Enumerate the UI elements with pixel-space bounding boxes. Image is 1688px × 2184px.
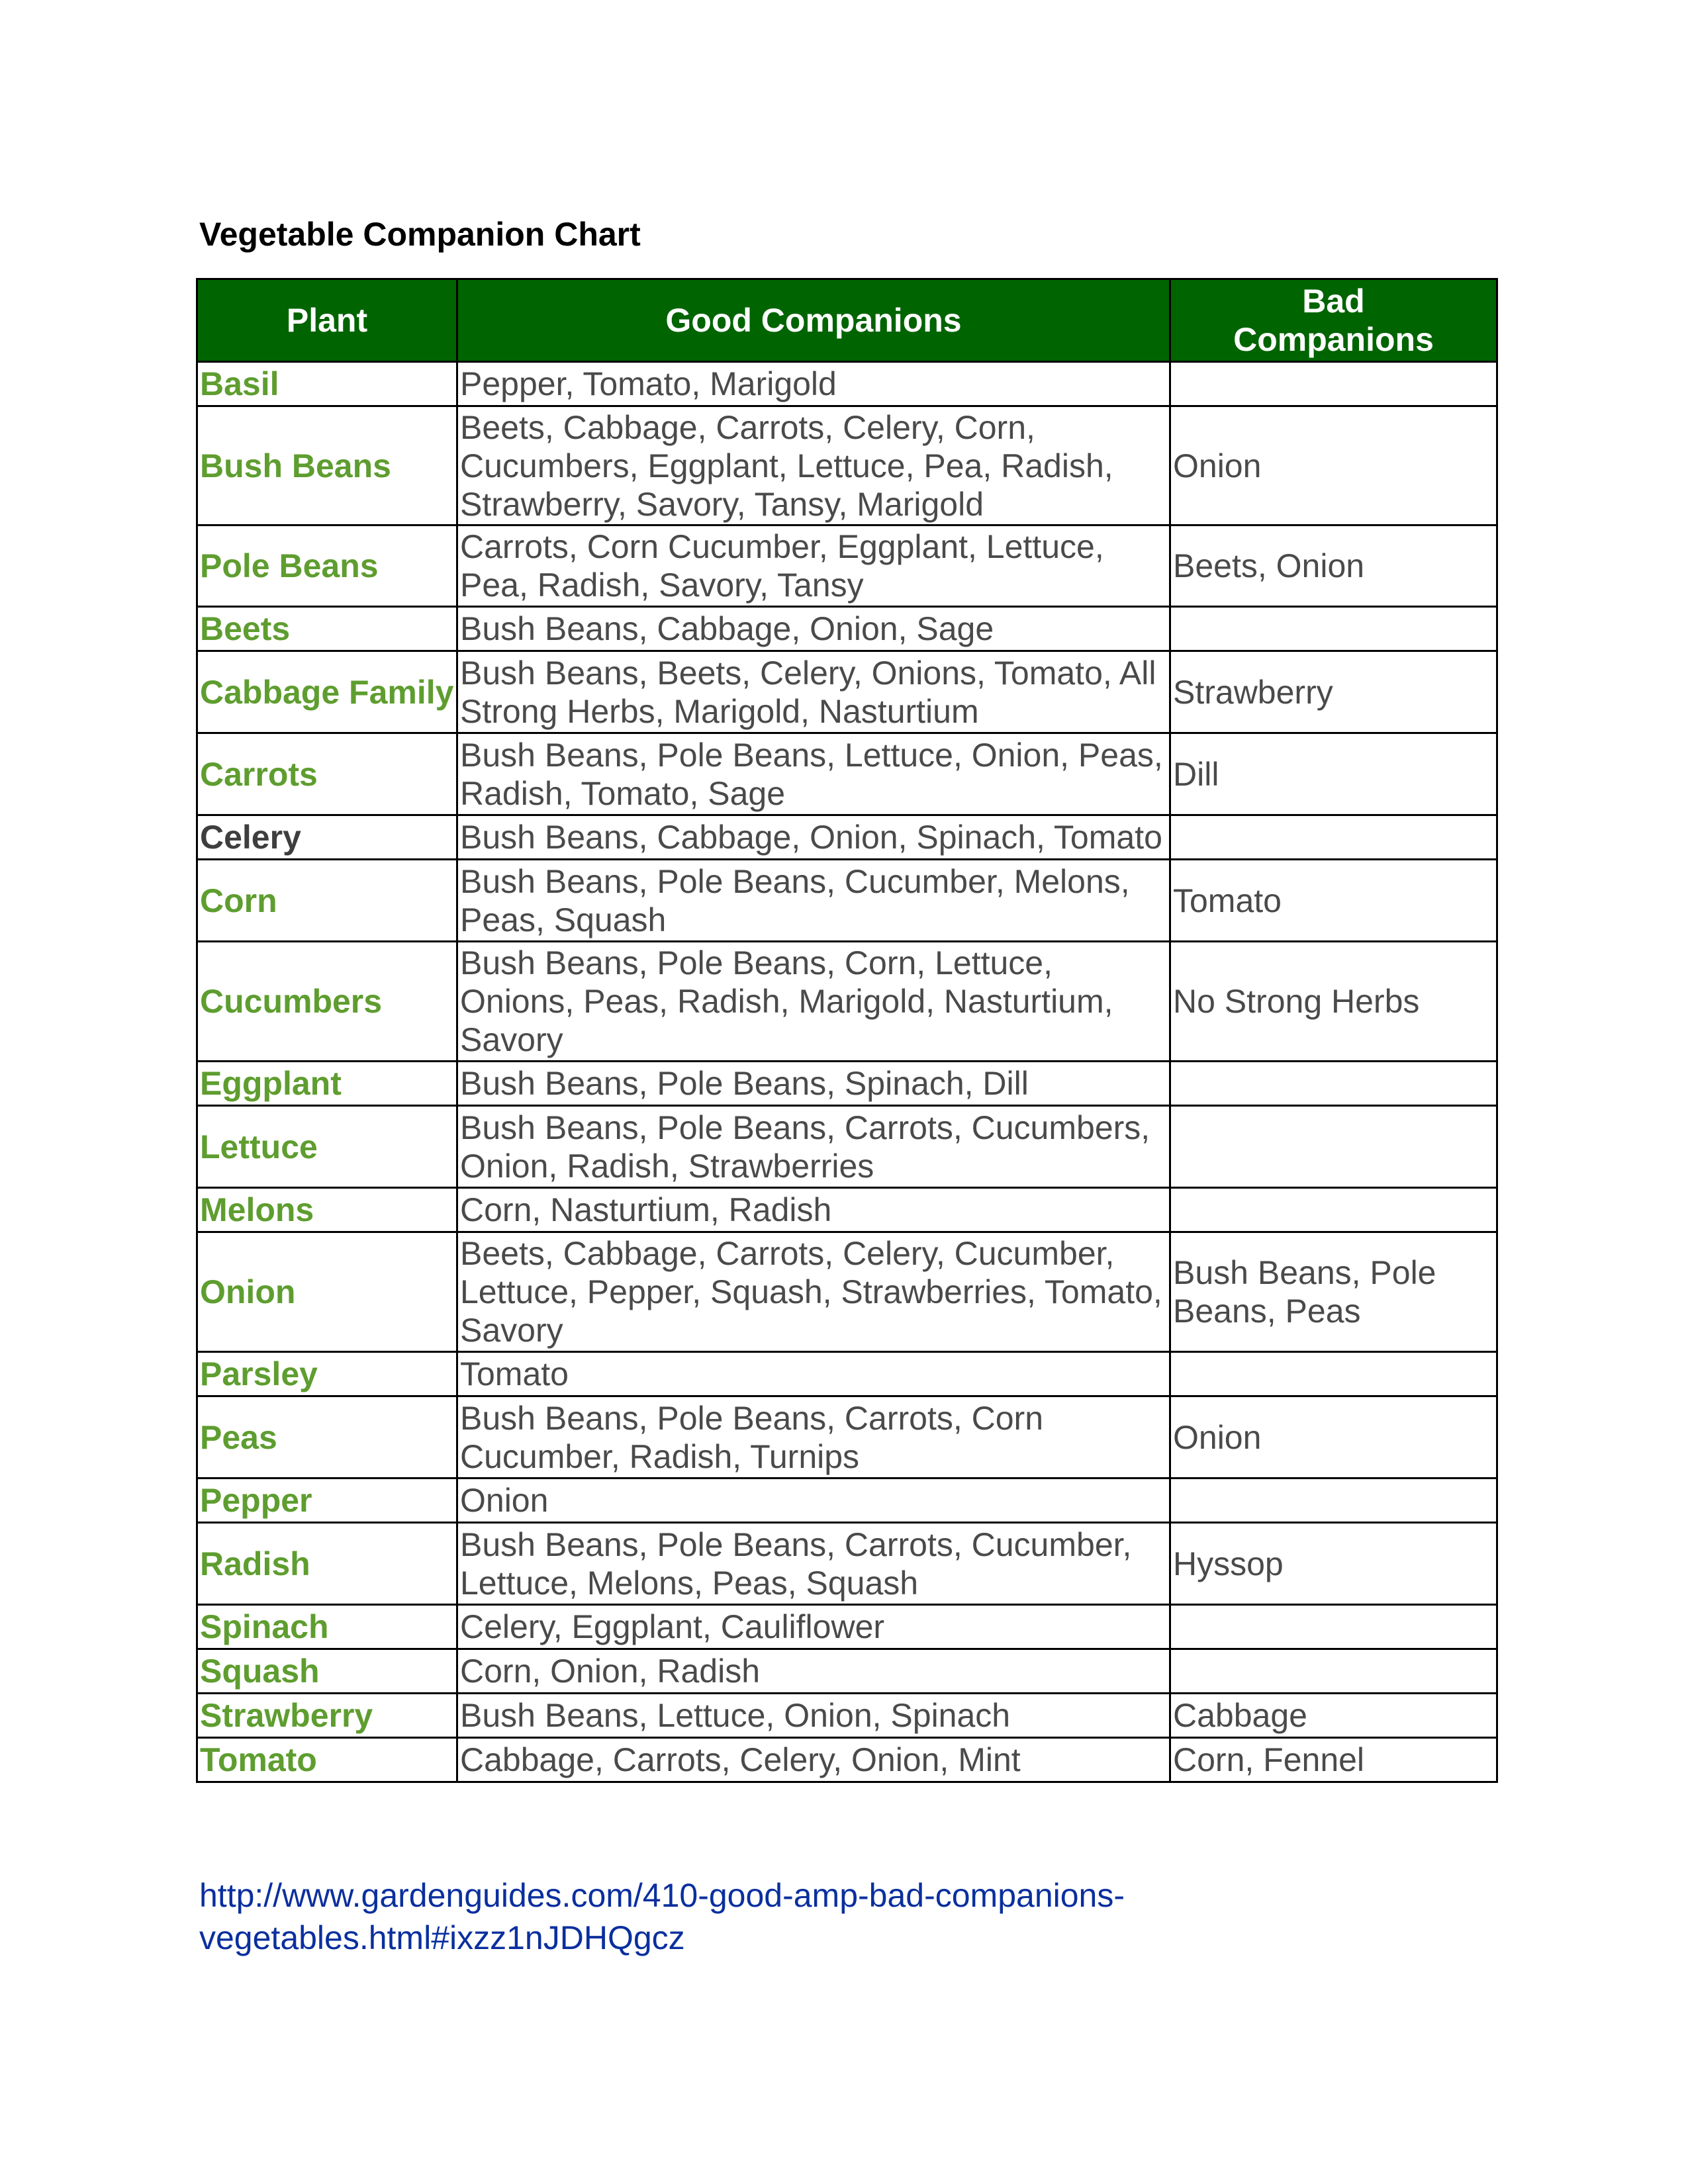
bad-companions-cell: Onion — [1170, 406, 1497, 525]
good-companions-cell: Bush Beans, Pole Beans, Carrots, Corn Cucumber, Radish, Turnips — [457, 1396, 1170, 1479]
bad-companions-cell — [1170, 815, 1497, 860]
bad-companions-cell — [1170, 1106, 1497, 1188]
table-row — [197, 525, 1497, 607]
table-row — [197, 1188, 1497, 1232]
table-row — [197, 406, 1497, 525]
plant-cell: Strawberry — [197, 1694, 457, 1738]
bad-companions-cell: Beets, Onion — [1170, 525, 1497, 607]
good-companions-cell: Beets, Cabbage, Carrots, Celery, Cucumber, Lettuce, Pepper, Squash, Strawberries, Tomato, Savory — [457, 1232, 1170, 1352]
header-good-companions: Good Companions — [457, 279, 1170, 362]
bad-companions-cell: Hyssop — [1170, 1523, 1497, 1605]
bad-companions-cell — [1170, 607, 1497, 651]
bad-companions-cell: Strawberry — [1170, 651, 1497, 733]
good-companions-cell: Bush Beans, Pole Beans, Cucumber, Melons, Peas, Squash — [457, 860, 1170, 942]
bad-companions-cell — [1170, 1352, 1497, 1396]
page-title: Vegetable Companion Chart — [199, 216, 641, 253]
header-bad-line2: Companions — [1233, 321, 1434, 358]
good-companions-cell: Corn, Nasturtium, Radish — [457, 1188, 1170, 1232]
table-row — [197, 1649, 1497, 1694]
table-row — [197, 1232, 1497, 1352]
bad-companions-cell: No Strong Herbs — [1170, 942, 1497, 1062]
plant-cell: Beets — [197, 607, 457, 651]
bad-companions-cell — [1170, 1605, 1497, 1649]
good-companions-cell: Cabbage, Carrots, Celery, Onion, Mint — [457, 1738, 1170, 1782]
table-row — [197, 1352, 1497, 1396]
good-companions-cell: Bush Beans, Pole Beans, Carrots, Cucumber, Lettuce, Melons, Peas, Squash — [457, 1523, 1170, 1605]
good-companions-cell: Bush Beans, Pole Beans, Corn, Lettuce, Onions, Peas, Radish, Marigold, Nasturtium, Savory — [457, 942, 1170, 1062]
bad-companions-cell: Corn, Fennel — [1170, 1738, 1497, 1782]
plant-cell: Spinach — [197, 1605, 457, 1649]
plant-cell: Eggplant — [197, 1062, 457, 1106]
source-link[interactable]: http://www.gardenguides.com/410-good-amp-bad-companions-vegetables.html#ixzz1nJDHQgcz — [199, 1877, 1125, 1956]
plant-cell: Celery — [197, 815, 457, 860]
good-companions-cell: Bush Beans, Cabbage, Onion, Spinach, Tomato — [457, 815, 1170, 860]
plant-cell: Melons — [197, 1188, 457, 1232]
table-row — [197, 1694, 1497, 1738]
table-row — [197, 1605, 1497, 1649]
table-header-row — [197, 279, 1497, 362]
good-companions-cell: Bush Beans, Pole Beans, Lettuce, Onion, Peas, Radish, Tomato, Sage — [457, 733, 1170, 815]
good-companions-cell: Bush Beans, Pole Beans, Carrots, Cucumbers, Onion, Radish, Strawberries — [457, 1106, 1170, 1188]
bad-companions-cell: Dill — [1170, 733, 1497, 815]
bad-companions-cell — [1170, 1479, 1497, 1523]
table-row — [197, 1396, 1497, 1479]
bad-companions-cell: Bush Beans, Pole Beans, Peas — [1170, 1232, 1497, 1352]
good-companions-cell: Bush Beans, Beets, Celery, Onions, Tomato, All Strong Herbs, Marigold, Nasturtium — [457, 651, 1170, 733]
plant-cell: Squash — [197, 1649, 457, 1694]
plant-cell: Carrots — [197, 733, 457, 815]
plant-cell: Onion — [197, 1232, 457, 1352]
good-companions-cell: Celery, Eggplant, Cauliflower — [457, 1605, 1170, 1649]
table-row — [197, 860, 1497, 942]
good-companions-cell: Bush Beans, Lettuce, Onion, Spinach — [457, 1694, 1170, 1738]
bad-companions-cell — [1170, 1062, 1497, 1106]
table-row — [197, 1106, 1497, 1188]
good-companions-cell: Beets, Cabbage, Carrots, Celery, Corn, Cucumbers, Eggplant, Lettuce, Pea, Radish, Strawberry, Savory, Tansy, Marigold — [457, 406, 1170, 525]
bad-companions-cell: Onion — [1170, 1396, 1497, 1479]
plant-cell: Peas — [197, 1396, 457, 1479]
table-row — [197, 733, 1497, 815]
plant-cell: Corn — [197, 860, 457, 942]
table-row — [197, 362, 1497, 406]
bad-companions-cell — [1170, 1649, 1497, 1694]
table-row — [197, 1062, 1497, 1106]
table-row — [197, 942, 1497, 1062]
header-plant: Plant — [197, 279, 457, 362]
bad-companions-cell — [1170, 362, 1497, 406]
header-bad-line1: Bad — [1302, 283, 1365, 320]
plant-cell: Cabbage Family — [197, 651, 457, 733]
good-companions-cell: Tomato — [457, 1352, 1170, 1396]
good-companions-cell: Bush Beans, Cabbage, Onion, Sage — [457, 607, 1170, 651]
plant-cell: Lettuce — [197, 1106, 457, 1188]
companion-table — [196, 278, 1498, 1783]
bad-companions-cell: Tomato — [1170, 860, 1497, 942]
good-companions-cell: Pepper, Tomato, Marigold — [457, 362, 1170, 406]
good-companions-cell: Bush Beans, Pole Beans, Spinach, Dill — [457, 1062, 1170, 1106]
table-row — [197, 1523, 1497, 1605]
plant-cell: Parsley — [197, 1352, 457, 1396]
plant-cell: Radish — [197, 1523, 457, 1605]
bad-companions-cell: Cabbage — [1170, 1694, 1497, 1738]
bad-companions-cell — [1170, 1188, 1497, 1232]
plant-cell: Pepper — [197, 1479, 457, 1523]
plant-cell: Bush Beans — [197, 406, 457, 525]
good-companions-cell: Carrots, Corn Cucumber, Eggplant, Lettuce, Pea, Radish, Savory, Tansy — [457, 525, 1170, 607]
table-row — [197, 1479, 1497, 1523]
good-companions-cell: Corn, Onion, Radish — [457, 1649, 1170, 1694]
table-row — [197, 651, 1497, 733]
plant-cell: Pole Beans — [197, 525, 457, 607]
table-row — [197, 607, 1497, 651]
plant-cell: Tomato — [197, 1738, 457, 1782]
table-row — [197, 1738, 1497, 1782]
header-bad-companions — [1170, 279, 1497, 362]
table-row — [197, 815, 1497, 860]
plant-cell: Basil — [197, 362, 457, 406]
plant-cell: Cucumbers — [197, 942, 457, 1062]
good-companions-cell: Onion — [457, 1479, 1170, 1523]
